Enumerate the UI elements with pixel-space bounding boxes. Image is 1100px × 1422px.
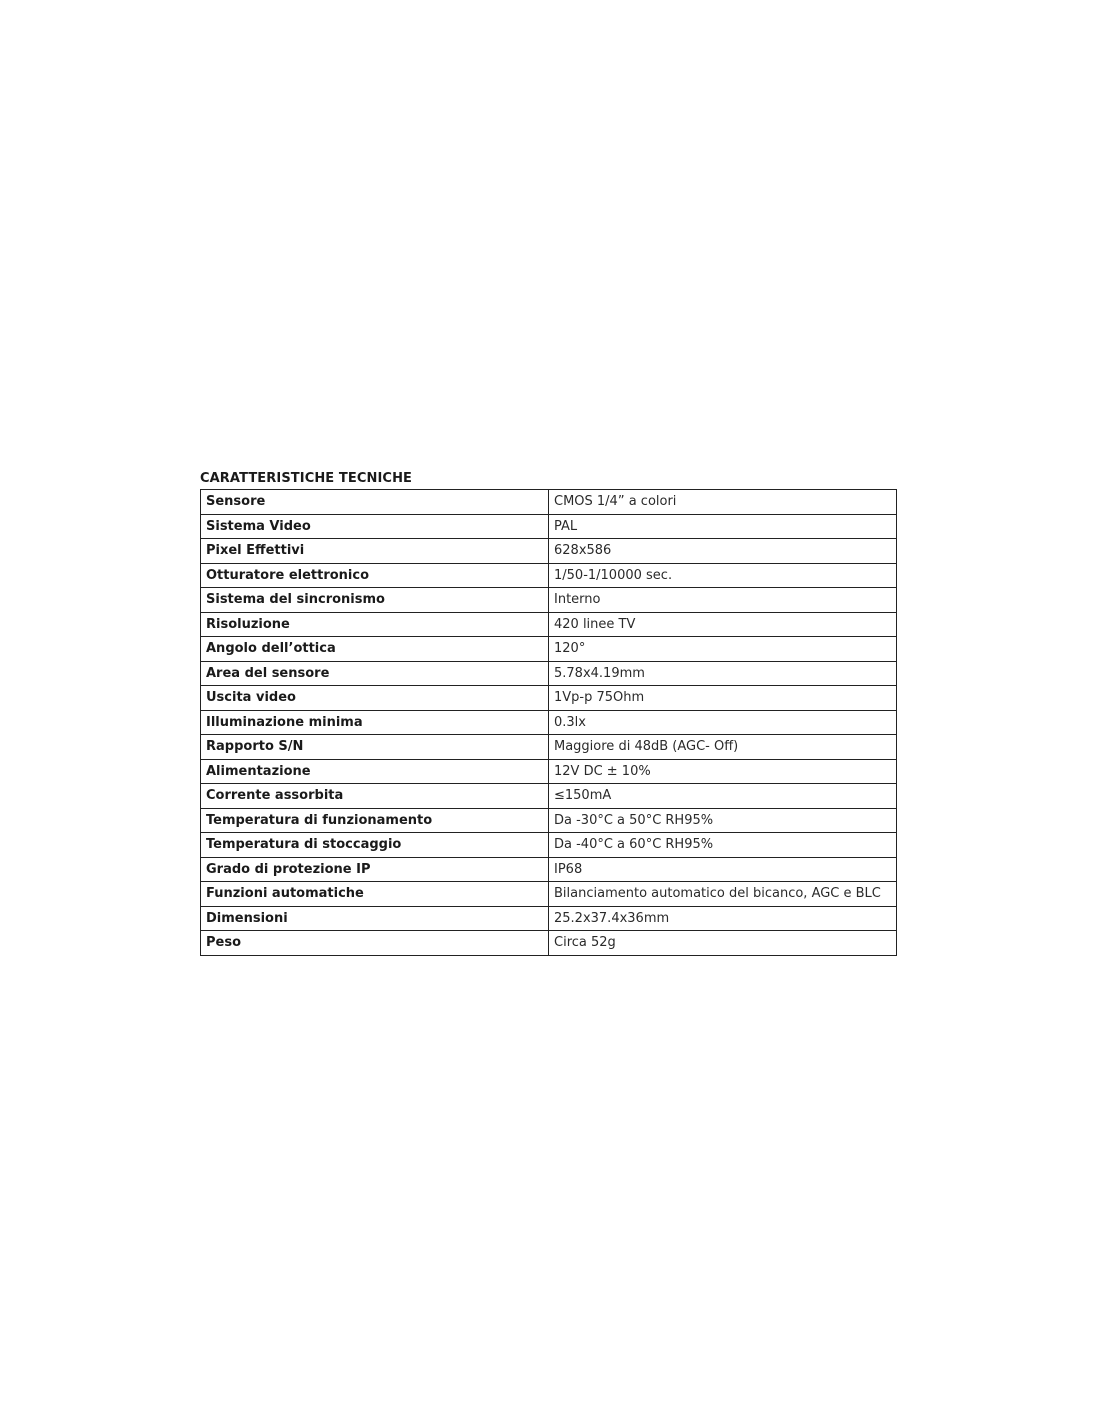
spec-value: Interno [549, 588, 897, 613]
spec-label: Alimentazione [201, 759, 549, 784]
table-row [201, 563, 897, 588]
spec-label: Corrente assorbita [201, 784, 549, 809]
table-row [201, 759, 897, 784]
table-row [201, 637, 897, 662]
spec-label: Temperatura di funzionamento [201, 808, 549, 833]
table-row [201, 784, 897, 809]
spec-label: Otturatore elettronico [201, 563, 549, 588]
spec-label: Dimensioni [201, 906, 549, 931]
spec-label: Sistema Video [201, 514, 549, 539]
table-row [201, 588, 897, 613]
table-row [201, 686, 897, 711]
spec-label: Uscita video [201, 686, 549, 711]
table-row [201, 612, 897, 637]
spec-label: Illuminazione minima [201, 710, 549, 735]
spec-value: 0.3lx [549, 710, 897, 735]
spec-value: Maggiore di 48dB (AGC- Off) [549, 735, 897, 760]
spec-label: Pixel Effettivi [201, 539, 549, 564]
spec-value: 12V DC ± 10% [549, 759, 897, 784]
spec-value: 628x586 [549, 539, 897, 564]
spec-label: Temperatura di stoccaggio [201, 833, 549, 858]
spec-value: IP68 [549, 857, 897, 882]
spec-label: Sensore [201, 490, 549, 515]
table-row [201, 735, 897, 760]
spec-table [200, 489, 897, 956]
spec-label: Peso [201, 931, 549, 956]
spec-value: CMOS 1/4” a colori [549, 490, 897, 515]
spec-value: 5.78x4.19mm [549, 661, 897, 686]
spec-value: ≤150mA [549, 784, 897, 809]
spec-value: Da -30°C a 50°C RH95% [549, 808, 897, 833]
spec-label: Sistema del sincronismo [201, 588, 549, 613]
spec-label: Rapporto S/N [201, 735, 549, 760]
table-row [201, 882, 897, 907]
table-row [201, 539, 897, 564]
spec-value: 420 linee TV [549, 612, 897, 637]
spec-value: Bilanciamento automatico del bicanco, AGC e BLC [549, 882, 897, 907]
spec-label: Risoluzione [201, 612, 549, 637]
table-row [201, 833, 897, 858]
spec-value: 1/50-1/10000 sec. [549, 563, 897, 588]
table-row [201, 931, 897, 956]
table-row [201, 906, 897, 931]
spec-value: PAL [549, 514, 897, 539]
spec-label: Funzioni automatiche [201, 882, 549, 907]
table-row [201, 514, 897, 539]
table-row [201, 710, 897, 735]
spec-value: 1Vp-p 75Ohm [549, 686, 897, 711]
spec-value: 120° [549, 637, 897, 662]
table-row [201, 808, 897, 833]
spec-label: Angolo dell’ottica [201, 637, 549, 662]
spec-value: 25.2x37.4x36mm [549, 906, 897, 931]
table-row [201, 661, 897, 686]
spec-label: Area del sensore [201, 661, 549, 686]
spec-label: Grado di protezione IP [201, 857, 549, 882]
section-title: CARATTERISTICHE TECNICHE [200, 471, 413, 486]
spec-value: Circa 52g [549, 931, 897, 956]
spec-value: Da -40°C a 60°C RH95% [549, 833, 897, 858]
table-row [201, 490, 897, 515]
spec-section [200, 470, 897, 956]
table-row [201, 857, 897, 882]
